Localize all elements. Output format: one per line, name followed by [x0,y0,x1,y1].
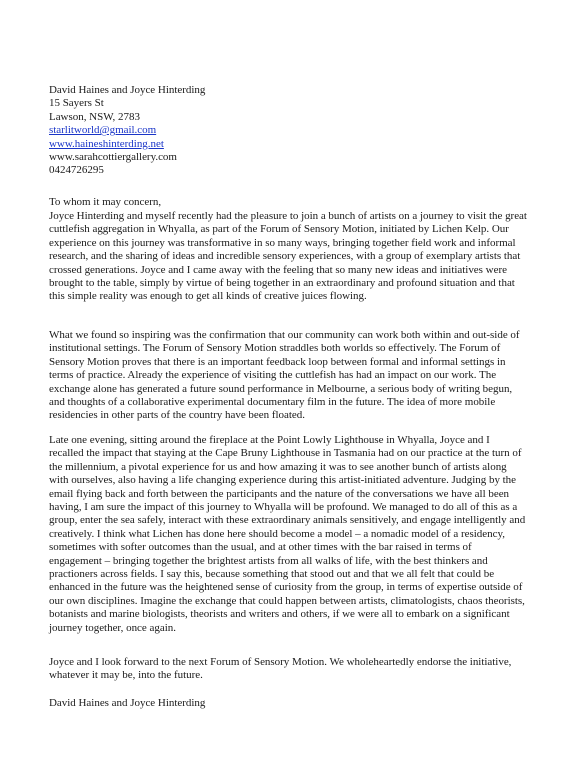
phone-number: 0424726295 [49,164,104,177]
paragraph-2: What we found so inspiring was the confirmation that our community can work both within and out-side of institutional settings. The Forum of Sensory Motion straddles both worlds so effectively. The Forum of Sensory Motion proves that there is an important feedback loop between formal and informal settings in terms of practice. Already the experience of visiting the cuttlefish has had an impact on our work. The exchange alone has generated a future sound performance in Melbourne, a serious body of writing begun, and thoughts of a collaborative experimental documentary film in the future. The idea of more mobile residencies in other parts of the country have been floated. [49,329,520,422]
email-link[interactable]: starlitworld@gmail.com [49,124,157,137]
website-link[interactable]: www.haineshinterding.net [49,137,164,150]
salutation: To whom it may concern, [49,196,162,208]
sender-address-block [49,84,527,178]
sender-name: David Haines and Joyce Hinterding [49,84,206,96]
paragraph-1: Joyce Hinterding and myself recently had the pleasure to join a bunch of artists on a journey to visit the great cuttlefish aggregation in Whyalla, as part of the Forum of Sensory Motion, initiated by Lichen Kelp. Our experience on this journey was transformative in so many ways, bringing together field work and informal research, and the sharing of ideas and incredible sensory experiences, with a group of exemplary artists that crossed generations. Joyce and I came away with the feeling that so many new ideas and initiatives were brought to the table, simply by virtue of being together in an extraordinary and profound situation and that this simple reality was enough to get all kinds of creative juices flowing. [49,210,527,303]
signature: David Haines and Joyce Hinterding [49,697,206,709]
gallery-website: www.sarahcottiergallery.com [49,151,177,164]
paragraph-3: Late one evening, sitting around the fireplace at the Point Lowly Lighthouse in Whyalla, Joyce and I recalled the impact that staying at the Cape Bruny Lighthouse in Tasmania had on our practice at the turn of the millennium, a pivotal experience for us and how amazing it was to see another bunch of artists along with ourselves, also having a life changing experience during this artist-initiated adventure. Judging by the email flying back and forth between the participants and the nature of the conversations we have all been having, I am sure the impact of this journey to Whyalla will be profound. We managed to do all of this as a group, enter the sea safely, interact with these extraordinary animals sensitively, and engage intelligently and creatively. I think what Lichen has done here should become a model – a nomadic model of a residency, sometimes with softer outcomes than the usual, and at other times with the bar raised in terms of engagement – bringing together the brightest artists from all walks of life, with the best thinkers and practioners across fields. I say this, because something that stood out and that we all felt that could be enhanced in the future was the heightened sense of curiosity from the group, in terms of expertise outside of our own disciplines. Imagine the exchange that could happen between artists, climatologists, chaos theorists, botanists and marine biologists, theorists and writers and others, if we were all to embark on a significant journey together, once again. [49,434,526,634]
sender-street: 15 Sayers St [49,97,104,110]
paragraph-4: Joyce and I look forward to the next Forum of Sensory Motion. We wholeheartedly endorse the initiative, whatever it may be, into the future. [49,656,512,682]
sender-city: Lawson, NSW, 2783 [49,110,140,123]
